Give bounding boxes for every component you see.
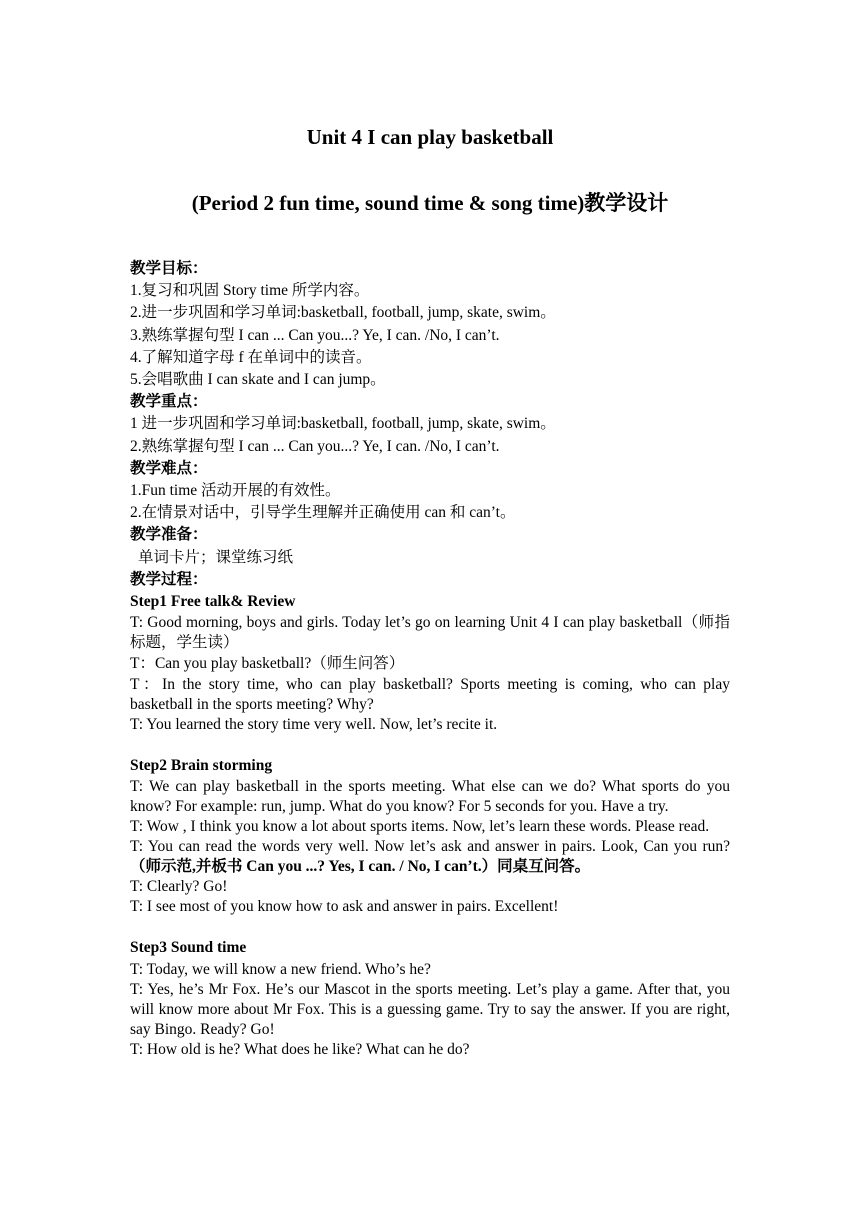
objective-item: 3.熟练掌握句型 I can ... Can you...? Ye, I can. /No, I can’t.: [130, 326, 500, 344]
step2-paragraph: T: Clearly? Go!: [130, 878, 228, 896]
difficulty-item: 1.Fun time 活动开展的有效性。: [130, 482, 341, 500]
preparation-text: 单词卡片；课堂练习纸: [138, 548, 294, 566]
key-point-item: 1 进一步巩固和学习单词:basketball, football, jump, skate, swim。: [130, 415, 556, 433]
key-point-item: 2.熟练掌握句型 I can ... Can you...? Ye, I can. /No, I can’t.: [130, 437, 500, 455]
document-body: [130, 258, 730, 1060]
step2-teacher-instruction: （师示范,并板书 Can you ...? Yes, I can. / No, I can’t.）同桌互问答。: [130, 858, 591, 876]
key-points-heading: 教学重点：: [130, 393, 208, 411]
objective-item: 2.进一步巩固和学习单词:basketball, football, jump, skate, swim。: [130, 304, 556, 322]
step2-paragraph-with-instruction: [130, 837, 730, 877]
step3-paragraph: T: Today, we will know a new friend. Who’s he?: [130, 960, 431, 978]
step2-paragraph: T: I see most of you know how to ask and answer in pairs. Excellent!: [130, 898, 559, 916]
preparation-heading: 教学准备：: [130, 526, 208, 544]
section-gap: [130, 917, 730, 937]
process-heading: 教学过程：: [130, 570, 208, 588]
step2-paragraph-text: T: You can read the words very well. Now let’s ask and answer in pairs. Look, Can you run?: [130, 838, 730, 856]
document-title: Unit 4 I can play basketball: [306, 125, 554, 149]
objective-item: 1.复习和巩固 Story time 所学内容。: [130, 282, 370, 300]
section-gap: [130, 735, 730, 755]
difficulty-item: 2.在情景对话中，引导学生理解并正确使用 can 和 can’t。: [130, 504, 516, 522]
step2-paragraph: T: We can play basketball in the sports meeting. What else can we do? What sports do you know? For example: run, jump. What do you know? For 5 seconds for you. Have a try.: [130, 778, 730, 816]
step1-paragraph: T: Good morning, boys and girls. Today let’s go on learning Unit 4 I can play basketball（师指标题，学生读）: [130, 614, 730, 652]
step3-heading: Step3 Sound time: [130, 939, 247, 957]
step1-paragraph: T: You learned the story time very well. Now, let’s recite it.: [130, 716, 498, 734]
objective-item: 4.了解知道字母 f 在单词中的读音。: [130, 348, 372, 366]
objective-item: 5.会唱歌曲 I can skate and I can jump。: [130, 371, 386, 389]
step2-heading: Step2 Brain storming: [130, 757, 273, 775]
step1-heading: Step1 Free talk& Review: [130, 593, 296, 611]
objectives-heading: 教学目标：: [130, 260, 208, 277]
step1-paragraph: T：In the story time, who can play basketball? Sports meeting is coming, who can play basketball in the sports meeting? Why?: [130, 676, 730, 714]
step3-paragraph: T: How old is he? What does he like? What can he do?: [130, 1040, 470, 1058]
step3-paragraph: T: Yes, he’s Mr Fox. He’s our Mascot in the sports meeting. Let’s play a game. After that, you will know more about Mr Fox. This is a guessing game. Try to say the answer. If you are right, say Bingo. Ready? Go!: [130, 980, 730, 1038]
difficulties-heading: 教学难点：: [130, 459, 208, 477]
document-subtitle: (Period 2 fun time, sound time & song time)教学设计: [191, 191, 669, 215]
step1-paragraph: T：Can you play basketball?（师生问答）: [130, 655, 405, 673]
step2-paragraph: T: Wow , I think you know a lot about sports items. Now, let’s learn these words. Please read.: [130, 818, 710, 836]
